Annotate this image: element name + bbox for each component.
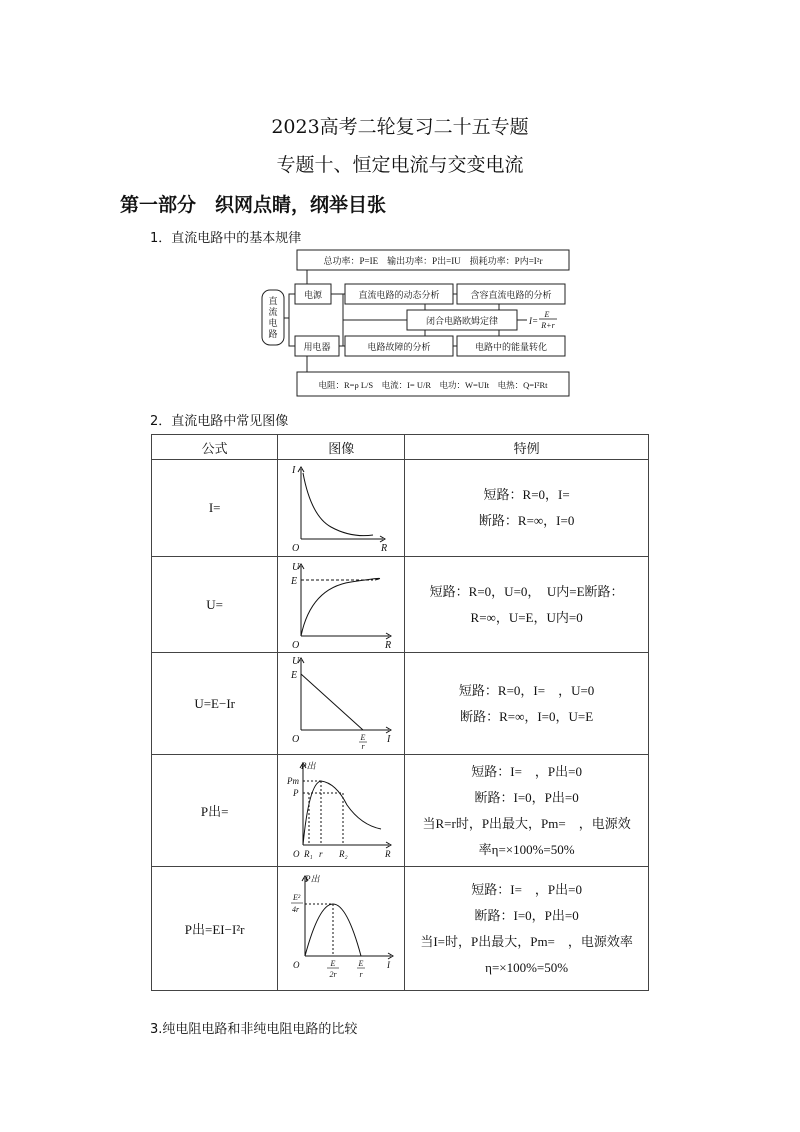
svg-text:O: O: [292, 543, 300, 551]
row-graph: [278, 653, 405, 755]
example-line: 断路：R=∞，I=0，U=E: [460, 708, 594, 724]
power-formulas-box: 总功率：P=IE 输出功率：P出=IU 损耗功率：P内=I²r: [323, 256, 543, 266]
fault-analysis-box: 电路故障的分析: [367, 342, 431, 352]
row-examples: [405, 557, 649, 653]
row-graph: [278, 557, 405, 653]
header-graph: 图像: [278, 435, 405, 460]
table-row: [152, 557, 649, 653]
svg-text:I: I: [292, 465, 296, 476]
row-graph: [278, 755, 405, 867]
svg-text:P: P: [293, 787, 299, 798]
dc-circuit-concept-diagram: [255, 246, 575, 402]
output-power-vs-current-graph: [281, 870, 401, 984]
svg-text:I: I: [387, 959, 391, 970]
svg-text:E: E: [291, 669, 298, 681]
svg-text:O: O: [293, 848, 300, 859]
section-1-heading: 1．直流电路中的基本规律: [150, 231, 302, 246]
svg-text:R: R: [385, 639, 392, 648]
example-line: 率η=×100%=50%: [478, 841, 575, 857]
energy-conversion-box: 电路中的能量转化: [474, 342, 548, 352]
table-row: [152, 755, 649, 867]
example-line: 短路：R=0，U=0， U内=E断路：: [429, 583, 624, 599]
section-2-heading: 2．直流电路中常见图像: [150, 414, 289, 429]
svg-text:直: 直: [268, 296, 278, 306]
direct-circuit-label: [268, 295, 277, 339]
example-line: 短路：I= ，P出=0: [471, 881, 582, 897]
voltage-vs-current-graph: [281, 654, 401, 750]
example-line: η=×100%=50%: [485, 959, 569, 975]
output-power-vs-resistance-graph: [281, 757, 401, 861]
row-formula: U=: [152, 557, 278, 653]
row-examples: [405, 653, 649, 755]
svg-text:E: E: [360, 732, 366, 742]
document-subtitle: 专题十、恒定电流与交变电流: [276, 154, 524, 176]
example-line: 断路：R=∞，I=0: [478, 513, 575, 528]
svg-text:E²: E²: [293, 892, 301, 902]
example-line: 当I=时，P出最大，Pm= ，电源效率: [420, 933, 633, 949]
ohm-formula: [528, 310, 557, 330]
dc-graph-table: [151, 434, 649, 991]
part-heading: 第一部分 织网点睛，纲举目张: [120, 194, 387, 216]
row-formula: U=E−Ir: [152, 653, 278, 755]
example-line: 短路：R=0，I=: [483, 487, 570, 502]
svg-text:4r: 4r: [292, 904, 300, 914]
svg-text:Pm: Pm: [287, 775, 300, 786]
svg-text:R: R: [381, 543, 388, 551]
svg-text:I: I: [387, 733, 391, 745]
row-formula: I=: [152, 460, 278, 557]
svg-text:2r: 2r: [329, 969, 337, 979]
svg-text:O: O: [293, 959, 300, 970]
document-title: 2023高考二轮复习二十五专题: [271, 116, 529, 138]
section-3-heading: 3.纯电阻电路和非纯电阻电路的比较: [150, 1022, 358, 1037]
example-line: R=∞，U=E，U内=0: [470, 609, 583, 625]
row-formula: P出=: [152, 755, 278, 867]
current-vs-resistance-graph: [281, 461, 401, 551]
svg-text:O: O: [292, 639, 300, 648]
svg-text:P出: P出: [305, 873, 320, 884]
row-formula: P出=EI−I²r: [152, 867, 278, 991]
svg-text:R₂: R₂: [339, 848, 348, 859]
svg-text:I=: I=: [529, 316, 539, 326]
dynamic-analysis-box: 直流电路的动态分析: [358, 290, 440, 300]
table-row: [152, 460, 649, 557]
user-box: 用电器: [303, 342, 331, 352]
row-graph: [278, 867, 405, 991]
example-line: 断路：I=0，P出=0: [474, 907, 579, 923]
table-row: [152, 867, 649, 991]
example-line: 短路：R=0，I= ，U=0: [458, 682, 595, 698]
capacitor-analysis-box: 含容直流电路的分析: [470, 290, 552, 300]
svg-text:R: R: [385, 848, 391, 859]
svg-text:R₁: R₁: [304, 848, 313, 859]
example-line: 当R=r时，P出最大，Pm= ，电源效: [422, 815, 631, 831]
example-line: 短路：I= ，P出=0: [471, 763, 582, 779]
svg-text:流: 流: [268, 307, 278, 317]
svg-text:E: E: [291, 575, 298, 587]
svg-text:E: E: [544, 310, 550, 319]
row-examples: [405, 460, 649, 557]
ohm-law-box: 闭合电路欧姆定律: [425, 316, 499, 326]
row-graph: [278, 460, 405, 557]
svg-text:电: 电: [268, 318, 278, 328]
header-example: 特例: [405, 435, 649, 460]
svg-text:r: r: [361, 741, 365, 750]
resistance-formulas-box: 电阻：R=ρ L/S 电流：I= U/R 电功：W=UIt 电热：Q=I²Rt: [318, 380, 548, 390]
svg-text:O: O: [292, 733, 300, 745]
svg-text:U: U: [292, 561, 300, 573]
svg-text:E: E: [358, 958, 364, 968]
header-formula: 公式: [152, 435, 278, 460]
row-examples: [405, 755, 649, 867]
svg-text:U: U: [292, 655, 300, 667]
table-row: [152, 653, 649, 755]
source-box: 电源: [303, 290, 323, 300]
svg-text:P出: P出: [301, 760, 316, 771]
row-examples: [405, 867, 649, 991]
example-line: 断路：I=0，P出=0: [474, 789, 579, 805]
svg-text:r: r: [359, 969, 363, 979]
svg-text:E: E: [330, 958, 336, 968]
svg-text:路: 路: [268, 329, 278, 339]
voltage-vs-resistance-graph: [281, 558, 401, 648]
svg-text:R+r: R+r: [541, 321, 555, 330]
svg-text:r: r: [319, 848, 323, 859]
